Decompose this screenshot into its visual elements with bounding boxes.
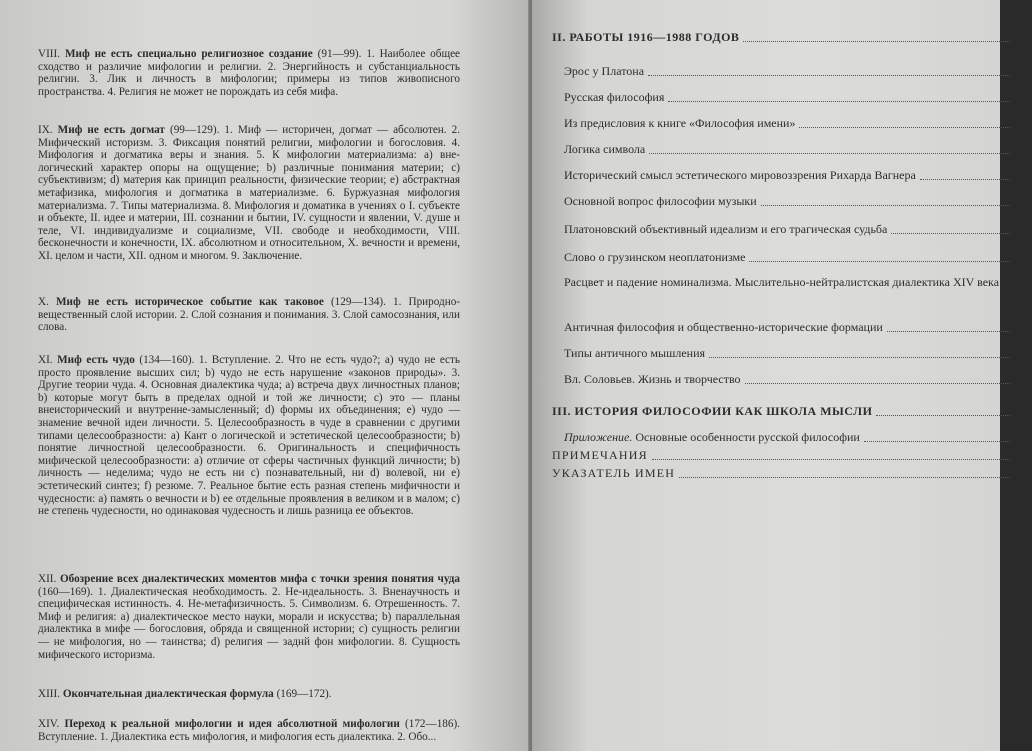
toc-item: Основной вопрос философии музыки 315	[564, 194, 1032, 208]
toc-item: Платоновский объективный идеализм и его трагическая судьба 336	[564, 222, 1032, 236]
toc-entry-x: X. Миф не есть историческое событие как таковое (129—134). 1. Природно-вещественный слой истории. 2. Слой сознания и понимания. 3. Слой самосознания, или слова.	[38, 296, 461, 334]
toc-items	[552, 54, 1032, 387]
toc-item: Типы античного мышления 453	[564, 346, 1032, 360]
toc-section-ii: II. РАБОТЫ 1916—1988 ГОДОВ 187	[552, 30, 1032, 44]
toc-entry-xiv: XIV. Переход к реальной мифологии и идея абсолютной мифологии (172—186). Вступление. 1. Диалектика есть мифология, и мифология есть диалектика. 2. Обо...	[38, 718, 461, 743]
toc-entry-ix: IX. Миф не есть догмат (99—129). 1. Миф — историчен, догмат — абсолютен. 2. Мифический историзм. 3. Фиксация понятий религии, мифологии и богословия. 4. Мифология и догматика веры и знания. 5. К мифологии материализма: a) вне-логический характер опоры на ощущение; b) различные понимания материи; c) субъективизм; d) материя как принцип реальности, физические теории; e) абстрактная метафизика, мифология и догматика в материализме. 6. Буржуазная мифология материализма. 7. Типы материализма. 8. Мифология и доматика в учениях о I. субъекте и объекте, II. идее и материи, III. сознании и бытии, IV. сущности и явлении, V. душе и теле, VI. индивидуализме и социализме, VII. свободе и необходимости, VIII. бесконечности и конечности, IX. абсолютном и относительном, X. вечности и времени, XI. целом и части, XII. одном и многом. 9. Заключение.	[38, 124, 461, 262]
toc-item: Античная философия и общественно-исторические формации 393	[564, 320, 1032, 334]
toc-list	[552, 30, 1032, 481]
toc-entry-xiii: XIII. Окончательная диалектическая формула (169—172).	[38, 688, 332, 700]
toc-item: Вл. Соловьев. Жизнь и творчество 474	[564, 372, 1032, 386]
toc-entry-viii: VIII. Миф не есть специально религиозное создание (91—99). 1. Наиболее общее сходство и различие мифологии и религии. 2. Энергийность и субстанциальность религии. 3. Лик и личность в мифологии; примеры из типов живописного пространства. 4. Религия не может не порождать из себя мифа.	[38, 48, 461, 98]
toc-item: Слово о грузинском неоплатонизме 374	[564, 250, 1032, 264]
toc-item: Логика символа 247	[564, 142, 1032, 156]
right-page	[532, 0, 1032, 751]
toc-item: Эрос у Платона 188	[564, 64, 1032, 78]
toc-section-iii: III. ИСТОРИЯ ФИЛОСОФИИ КАК ШКОЛА МЫСЛИ 493	[552, 404, 1032, 418]
toc-item: Русская философия 209	[564, 90, 1032, 104]
toc-item: Из предисловия к книге «Философия имени» 237	[564, 116, 1032, 130]
toc-notes: ПРИМЕЧАНИЯ 514	[552, 448, 1032, 462]
toc-item: Расцвет и падение номинализма. Мыслительно-нейтралистская диалектика XIV века 380	[564, 275, 1032, 305]
toc-entry-xii: XII. Обозрение всех диалектических моментов мифа с точки зрения понятия чуда (160—169). 1. Диалектическая необходимость. 2. Не-идеальность. 3. Вненаучность и специфическая истинность. 4. Не-метафизичность. 5. Символизм. 6. Отрешенность. 7. Миф и религия: a) диалектическое место науки, морали и искусства; b) параллельная диалектика в мифе — богословия, обряда и священной истории; c) сущность религии — не мифология, но — таинства; d) религия — заднй фон мифологии. 8. Сущность мифического историзма.	[38, 573, 461, 661]
toc-index: УКАЗАТЕЛЬ ИМЕН 517	[552, 466, 1032, 480]
toc-entry-xi: XI. Миф есть чудо (134—160). 1. Вступление. 2. Что не есть чудо?; a) чудо не есть просто проявление высших сил; b) чудо не есть нарушение «законов природы». 3. Другие теории чуда. 4. Основная диалектика чуда; a) встреча двух личностных планов; b) которые могут быть в пределах одной и той же личности; c) это — планы внеисторический и внутренне-замысленный; d) формы их объединения; e) чудо — знамение вечной идеи личности. 5. Целесообразность в чуде в сравнении с другими типами целесообразности: a) Кант о логической и эстетической целесообразности; b) понятие личностной целесообразности. 6. Оригинальность и специфичность мифической целесообразности: a) отличие от сферы частичных функций личности; b) личность — неделима; чудо не есть ни c) познавательный, ни d) волевой, ни e) эстетический синтез; f) резюме. 7. Реальное бытие есть разная степень мифичности и чудесности: a) память о вечности и b) ее отдельные проявления в великом и в малом; c) не степень чудесности, но одинаковая чудесность и лишь разница ее объектов.	[38, 354, 461, 518]
toc-item: Исторический смысл эстетического мировоззрения Рихарда Вагнера 275	[564, 168, 1032, 182]
toc-appendix: Приложение. Основные особенности русской философии 509	[564, 430, 1032, 444]
